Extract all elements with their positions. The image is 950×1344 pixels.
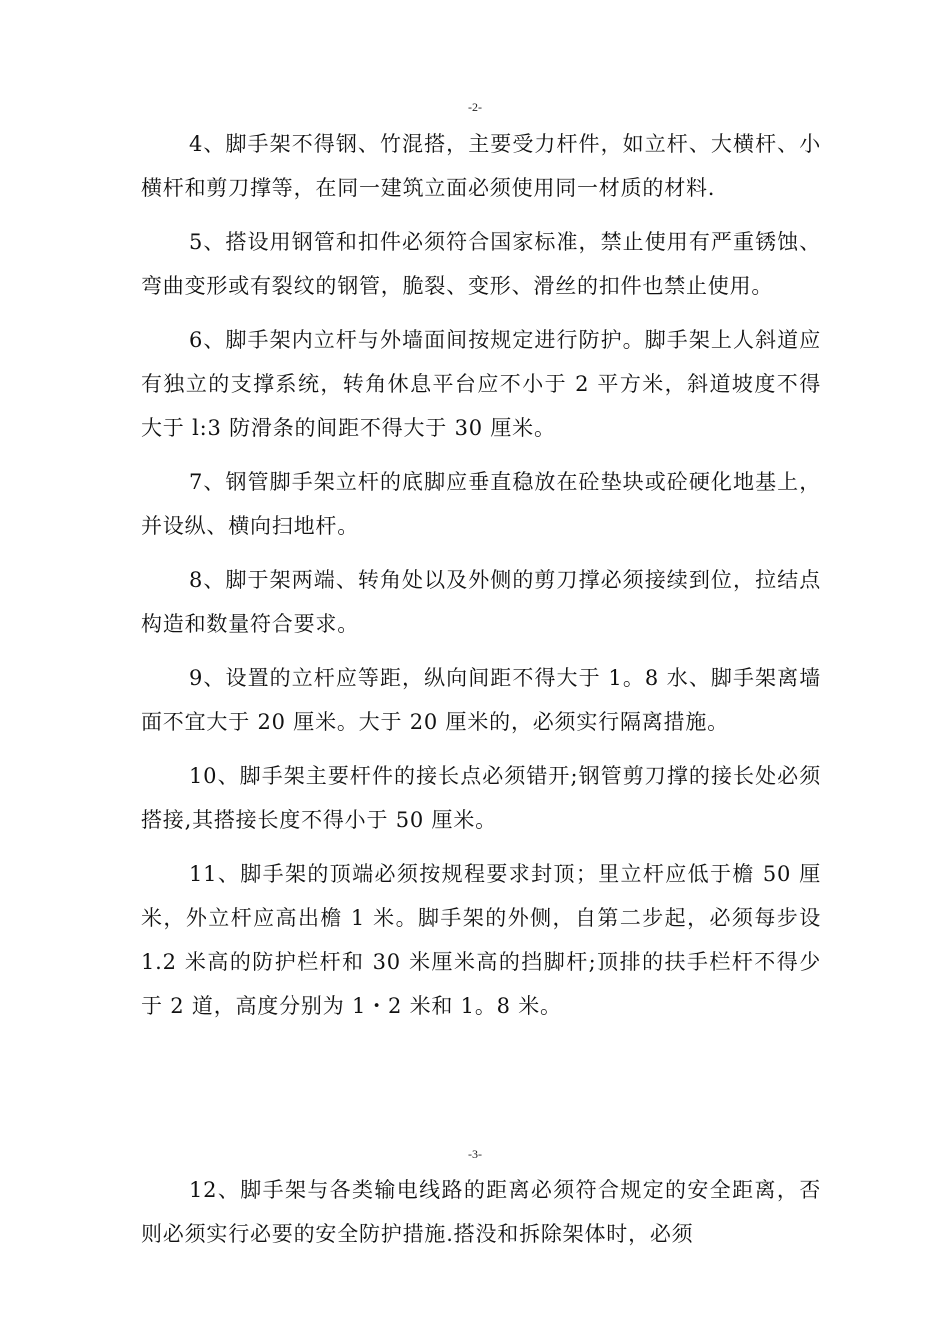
page-number-top: -2-	[468, 100, 482, 114]
body-text-page-3	[141, 1168, 821, 1266]
paragraph-12: 12、脚手架与各类输电线路的距离必须符合规定的安全距离，否则必须实行必要的安全防护措施.搭没和拆除架体时，必须	[141, 1178, 821, 1246]
paragraph-8: 8、脚于架两端、转角处以及外侧的剪刀撑必须接续到位，拉结点构造和数量符合要求。	[141, 568, 821, 636]
page-number-bottom: -3-	[468, 1147, 482, 1161]
paragraph-11: 11、脚手架的顶端必须按规程要求封顶；里立杆应低于檐 50 厘米，外立杆应高出檐 1 米。脚手架的外侧，自第二步起，必须每步设 1.2 米高的防护栏杆和 30 米厘米高的挡脚杆;顶排的扶手栏杆不得少于 2 道，高度分别为 1・2 米和 1。8 米。	[141, 862, 821, 1018]
paragraph-4: 4、脚手架不得钢、竹混搭，主要受力杆件，如立杆、大横杆、小横杆和剪刀撑等，在同一建筑立面必须使用同一材质的材料.	[141, 132, 821, 200]
body-text-page-2	[141, 122, 821, 1038]
paragraph-10: 10、脚手架主要杆件的接长点必须错开;钢管剪刀撑的接长处必须搭接,其搭接长度不得小于 50 厘米。	[141, 764, 821, 832]
paragraph-9: 9、设置的立杆应等距，纵向间距不得大于 1。8 水、脚手架离墙面不宜大于 20 厘米。大于 20 厘米的，必须实行隔离措施。	[141, 666, 821, 734]
paragraph-6: 6、脚手架内立杆与外墙面间按规定进行防护。脚手架上人斜道应有独立的支撑系统，转角休息平台应不小于 2 平方米，斜道坡度不得大于 l:3 防滑条的间距不得大于 30 厘米。	[141, 328, 821, 440]
paragraph-7: 7、钢管脚手架立杆的底脚应垂直稳放在砼垫块或砼硬化地基上，并设纵、横向扫地杆。	[141, 470, 821, 538]
paragraph-5: 5、搭设用钢管和扣件必须符合国家标准，禁止使用有严重锈蚀、弯曲变形或有裂纹的钢管，脆裂、变形、滑丝的扣件也禁止使用。	[141, 230, 821, 298]
